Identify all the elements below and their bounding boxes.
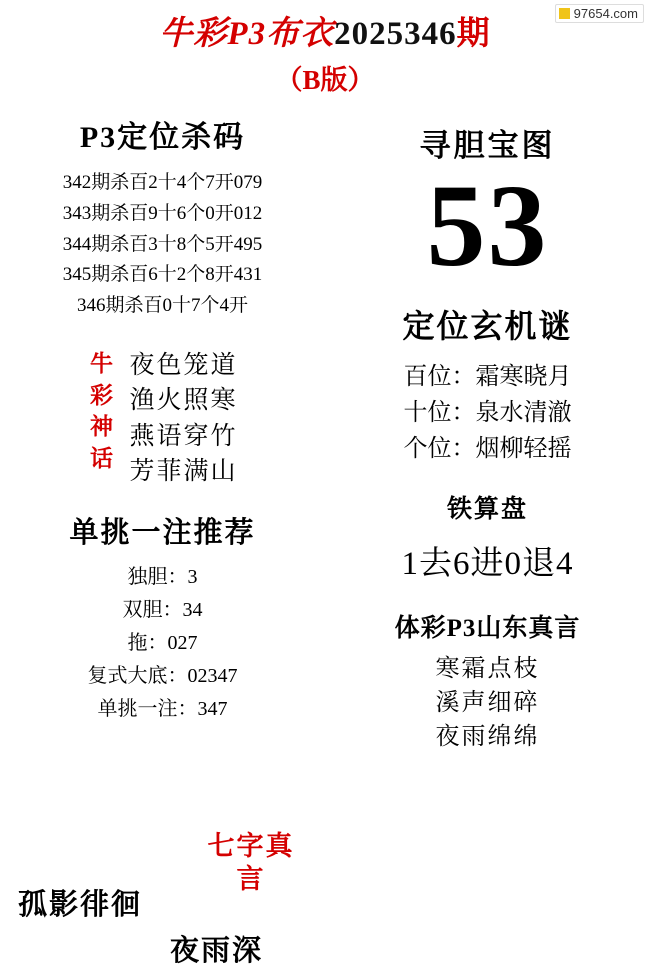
- kill-code-row: 346期杀百0十7个4开: [76, 295, 248, 317]
- myth-lines: [129, 348, 237, 490]
- title-part-3: 期: [456, 16, 491, 52]
- myth-line: 燕语穿竹: [129, 422, 238, 450]
- single-pick-row: 拖：027: [127, 631, 198, 654]
- truth-line: 寒霜点枝: [435, 656, 540, 682]
- kill-code-row: 343期杀百9十6个0开012: [62, 202, 263, 224]
- myth-label-char: 彩: [89, 382, 113, 408]
- single-pick-row: 单挑一注：347: [97, 697, 228, 720]
- myth-vertical-label: [87, 348, 115, 475]
- myth-line: 夜色笼道: [129, 351, 238, 379]
- myth-label-char: 牛: [89, 350, 113, 376]
- riddle-row: 十位：泉水清澈: [403, 400, 572, 426]
- single-pick-list: [0, 561, 325, 726]
- kill-code-list: [0, 168, 325, 322]
- single-pick-heading: 单挑一注推荐: [69, 516, 256, 549]
- myth-line: 渔火照寒: [129, 387, 238, 415]
- abacus-heading: 铁算盘: [446, 496, 528, 523]
- watermark-label: 97654.com: [573, 6, 638, 21]
- kill-code-row: 344期杀百3十8个5开495: [62, 233, 263, 255]
- right-column: [325, 120, 650, 754]
- kill-code-heading: P3定位杀码: [79, 121, 246, 154]
- single-pick-row: 双胆：34: [122, 598, 203, 621]
- single-pick-row: 独胆：3: [127, 565, 198, 588]
- myth-label-char: 神: [89, 414, 113, 440]
- myth-block: [0, 348, 325, 490]
- riddle-row: 百位：霜寒晓月: [403, 364, 572, 390]
- truth-lines: [325, 652, 650, 754]
- seven-words-line-2: 夜雨深: [170, 935, 264, 967]
- page-subtitle: （B版）: [275, 65, 375, 96]
- riddle-list: [325, 359, 650, 467]
- truth-heading: 体彩P3山东真言: [394, 615, 581, 642]
- title-part-1: 牛彩P3布衣: [159, 16, 335, 52]
- title-part-2: 2025346: [334, 16, 457, 52]
- seven-words-line-1: 孤影徘徊: [18, 889, 143, 921]
- treasure-map-heading: 寻胆宝图: [419, 128, 556, 163]
- kill-code-row: 345期杀百6十2个8开431: [62, 264, 263, 286]
- myth-label-char: 话: [89, 446, 113, 472]
- abacus-value: 1去6进0退4: [401, 546, 574, 582]
- left-column: [0, 120, 325, 726]
- poster-header: [0, 16, 650, 97]
- riddle-heading: 定位玄机谜: [402, 308, 573, 344]
- truth-line: 夜雨绵绵: [435, 724, 540, 751]
- seven-words-title: 七字真言: [207, 831, 295, 894]
- truth-line: 溪声细碎: [435, 690, 540, 717]
- treasure-number: 53: [426, 160, 549, 291]
- page-title: [0, 16, 650, 52]
- myth-line: 芳菲满山: [129, 458, 238, 486]
- riddle-row: 个位：烟柳轻摇: [403, 436, 572, 462]
- single-pick-row: 复式大底：02347: [87, 664, 238, 687]
- kill-code-row: 342期杀百2十4个7开079: [62, 172, 263, 193]
